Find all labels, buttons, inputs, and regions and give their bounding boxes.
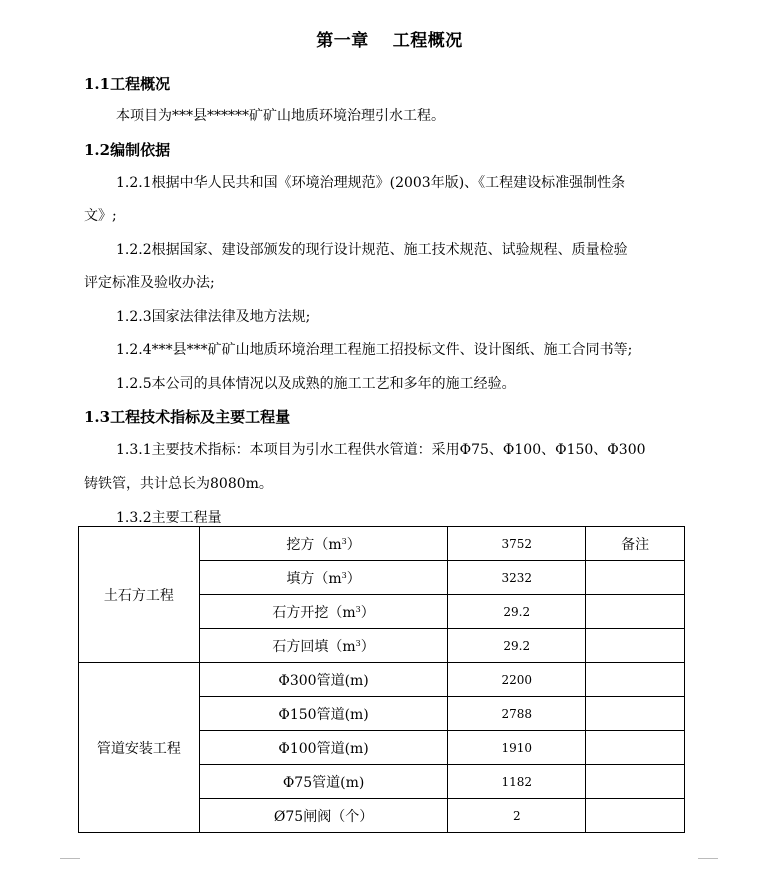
- paragraph: 1.2.2根据国家、建设部颁发的现行设计规范、施工技术规范、试验规程、质量检验: [116, 242, 628, 258]
- value-cell: 2200: [448, 663, 586, 697]
- quantities-table: [78, 526, 685, 833]
- paragraph: 1.2.5本公司的具体情况以及成熟的施工工艺和多年的施工经验。: [116, 376, 516, 392]
- value-cell: 1910: [448, 731, 586, 765]
- item-cell: Φ150管道(m): [199, 697, 448, 731]
- table-row: [79, 663, 685, 697]
- paragraph: 1.2.1根据中华人民共和国《环境治理规范》(2003年版)、《工程建设标准强制性条: [116, 175, 626, 191]
- category-cell: 管道安装工程: [79, 663, 200, 833]
- table-row: [79, 527, 685, 561]
- page-corner-mark: [60, 858, 80, 869]
- category-cell: 土石方工程: [79, 527, 200, 663]
- paragraph: 文》;: [84, 208, 117, 224]
- section-heading-1-1: 1.1工程概况: [84, 75, 171, 93]
- value-cell: 3752: [448, 527, 586, 561]
- paragraph: 1.3.1主要技术指标：本项目为引水工程供水管道：采用Φ75、Φ100、Φ150、Φ300: [116, 442, 646, 458]
- item-cell: 填方$(m^3)$: [199, 561, 448, 595]
- value-cell: 1182: [448, 765, 586, 799]
- note-cell: [586, 697, 685, 731]
- item-cell: Φ100管道(m): [199, 731, 448, 765]
- note-cell: [586, 799, 685, 833]
- item-cell: 石方回填$(m^3)$: [199, 629, 448, 663]
- value-cell: 2788: [448, 697, 586, 731]
- note-cell: [586, 561, 685, 595]
- note-cell: [586, 595, 685, 629]
- item-cell: Φ75管道(m): [199, 765, 448, 799]
- value-cell: 3232: [448, 561, 586, 595]
- note-cell: [586, 629, 685, 663]
- paragraph: 1.3.2主要工程量: [116, 510, 222, 526]
- value-cell: 2: [448, 799, 586, 833]
- paragraph: 1.2.3国家法律法律及地方法规;: [116, 309, 311, 325]
- note-cell: [586, 663, 685, 697]
- paragraph: 评定标准及验收办法;: [84, 275, 215, 291]
- item-cell: Φ300管道(m): [199, 663, 448, 697]
- section-heading-1-3: 1.3工程技术指标及主要工程量: [84, 408, 291, 426]
- section-heading-1-2: 1.2编制依据: [84, 141, 171, 159]
- value-cell: 29.2: [448, 595, 586, 629]
- chapter-title: 第一章 工程概况: [316, 31, 463, 51]
- note-cell: [586, 765, 685, 799]
- item-cell: 挖方$(m^3)$: [199, 527, 448, 561]
- item-cell: 石方开挖$(m^3)$: [199, 595, 448, 629]
- paragraph: 铸铁管，共计总长为8080m。: [84, 476, 273, 492]
- note-cell: [586, 731, 685, 765]
- page-corner-mark: [698, 858, 718, 869]
- note-header-cell: 备注: [586, 527, 685, 561]
- value-cell: 29.2: [448, 629, 586, 663]
- paragraph: 1.2.4***县***矿矿山地质环境治理工程施工招投标文件、设计图纸、施工合同书等;: [116, 342, 633, 358]
- paragraph: 本项目为***县******矿矿山地质环境治理引水工程。: [116, 108, 445, 124]
- item-cell: Ø75闸阀（个）: [199, 799, 448, 833]
